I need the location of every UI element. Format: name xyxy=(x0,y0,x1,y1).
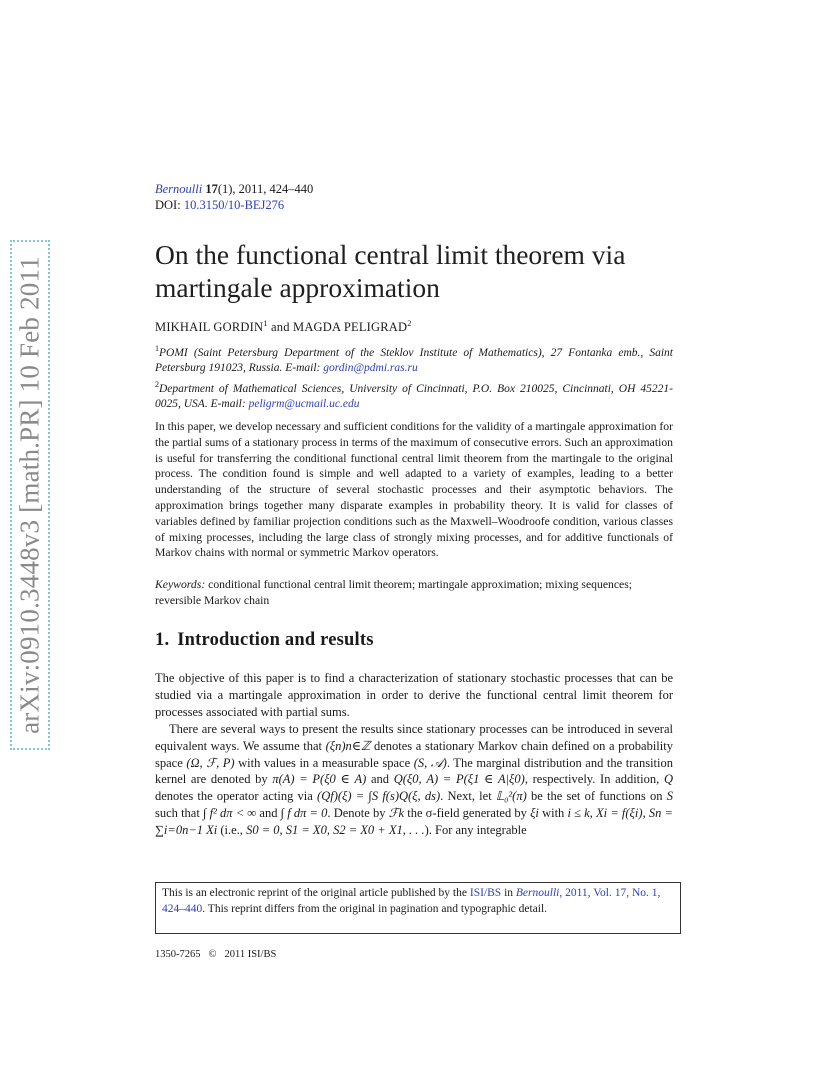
paragraph-text: denotes a stationary Markov chain defined on a probability space xyxy=(155,738,673,770)
reprint-notice xyxy=(155,882,681,934)
paragraph-text: with values in a measurable space xyxy=(234,755,414,770)
paragraph-text: ). For any integrable xyxy=(424,823,527,838)
paragraph-text: There are several ways to present the results since stationary processes can be introduced in several equivalent ways. We assume that xyxy=(155,721,673,753)
paragraph-text: and xyxy=(256,806,281,821)
paragraph-text: the σ-field generated by xyxy=(404,806,531,821)
affiliation-text: Department of Mathematical Sciences, University of Cincinnati, P.O. Box 210025, Cincinnati, OH 45221-0025, USA. E-mail: xyxy=(155,382,673,411)
math-expression: S xyxy=(666,789,673,804)
affiliation-entry xyxy=(155,377,673,413)
affiliation-entry xyxy=(155,341,673,377)
math-expression: ξi xyxy=(530,806,539,821)
paragraph-text: , xyxy=(642,806,649,821)
section-title: Introduction and results xyxy=(177,630,374,650)
journal-link[interactable]: Bernoulli xyxy=(515,887,560,899)
paragraph-text: denotes the operator acting via xyxy=(155,789,318,804)
publisher-link[interactable]: ISI/BS xyxy=(469,887,502,899)
paragraph-text: be the set of functions on xyxy=(526,789,667,804)
math-expression: ∫ f² dπ < ∞ xyxy=(203,806,257,821)
reprint-text: in xyxy=(501,887,516,899)
math-expression: (ξn)n∈ℤ xyxy=(325,738,371,753)
reprint-text: This is an electronic reprint of the original article published by the xyxy=(162,887,470,899)
email-link[interactable]: gordin@pdmi.ras.ru xyxy=(323,362,418,375)
math-expression: Xi = f(ξi) xyxy=(596,806,643,821)
affiliations xyxy=(155,341,673,413)
paragraph-text: . Next, let xyxy=(440,789,496,804)
copyright-icon: © xyxy=(208,949,217,960)
journal-volume: 17 xyxy=(205,182,218,196)
math-expression: ℱk xyxy=(388,806,405,821)
affiliation-text: POMI (Saint Petersburg Department of the Steklov Institute of Mathematics), 27 Fontanka emb., Saint Petersburg 191023, Russia. E-mail: xyxy=(155,346,673,375)
arxiv-identifier-stamp[interactable] xyxy=(10,240,50,750)
paragraph-text: , respectively. In addition, xyxy=(524,772,664,787)
abstract: In this paper, we develop necessary and sufficient conditions for the validity of a martingale approximation for the partial sums of a stationary process in terms of the maximum of consecutive errors. Such an approximation is useful for transferring the conditional functional central limit theorem from the martingale to the original process. The condition found is simple and well adapted to a variety of examples, leading to a better understanding of the structure of several stochastic processes and their asymptotic behaviors. The approximation brings together many disparate examples in probability theory. It is valid for classes of variables defined by familiar projection conditions such as the Maxwell–Woodroofe condition, various classes of mixing processes, including the large class of strongly mixing processes, and for additive functionals of Markov chains with normal or symmetric Markov operators. xyxy=(155,420,674,560)
author-conjunction: and xyxy=(271,320,290,335)
paragraph-text: with xyxy=(538,806,568,821)
journal-issue-pages: (1), 2011, 424–440 xyxy=(217,182,314,196)
paragraph-text: and xyxy=(366,772,394,787)
section-body xyxy=(155,670,673,839)
paragraph-text: such that xyxy=(155,806,204,821)
section-heading xyxy=(155,630,673,651)
affiliation-marker: 2 xyxy=(407,318,412,328)
math-expression: Q xyxy=(663,772,673,787)
math-expression: S0 = 0, S1 = X0, S2 = X0 + X1, . . . xyxy=(246,823,425,838)
paragraph-text: . The marginal distribution and the transition kernel are denoted by xyxy=(155,755,673,787)
body-paragraph: The objective of this paper is to find a characterization of stationary stochastic processes that can be studied via a martingale approximation in order to derive the functional central limit theorem for processes associated with partial sums. xyxy=(155,671,673,719)
affiliation-marker: 1 xyxy=(263,318,268,328)
keywords xyxy=(155,577,673,609)
keywords-label: Keywords: xyxy=(155,578,206,591)
copyright-holder: 2011 ISI/BS xyxy=(224,949,277,960)
citation-link[interactable]: , 2011, Vol. 17, No. 1, 424–440 xyxy=(162,887,661,915)
math-expression: (Qf)(ξ) = ∫S f(s)Q(ξ, ds) xyxy=(317,789,441,804)
paragraph-text: . Denote by xyxy=(327,806,389,821)
doi-label: DOI: xyxy=(155,198,181,212)
math-expression: Q(ξ0, A) = P(ξ1 ∈ A|ξ0) xyxy=(393,772,525,787)
math-expression: π(A) = P(ξ0 ∈ A) xyxy=(272,772,367,787)
doi-link[interactable]: 10.3150/10-BEJ276 xyxy=(183,198,285,212)
reprint-text: . This reprint differs from the original in pagination and typographic detail. xyxy=(202,902,548,915)
affiliation-marker: 2 xyxy=(155,379,159,389)
paragraph-text: , xyxy=(589,806,597,821)
issn: 1350-7265 xyxy=(155,949,201,960)
affiliation-marker: 1 xyxy=(155,344,159,353)
footer xyxy=(155,949,276,960)
paper-title: On the functional central limit theorem via martingale approximation xyxy=(155,239,626,303)
arxiv-identifier: arXiv:0910.3448v3 [math.PR] 10 Feb 2011 xyxy=(14,256,45,734)
paragraph-text: (i.e., xyxy=(217,823,247,838)
section-number: 1. xyxy=(155,630,170,650)
math-expression: (S, 𝒜) xyxy=(413,755,447,770)
math-expression: Sn = ∑i=0n−1 Xi xyxy=(155,806,673,838)
author-name: MAGDA PELIGRAD xyxy=(293,320,408,335)
journal-citation xyxy=(155,181,673,213)
math-expression: ∫ f dπ = 0 xyxy=(280,806,328,821)
body-paragraph xyxy=(155,721,673,839)
email-link[interactable]: peligrm@ucmail.uc.edu xyxy=(248,398,360,411)
author-name: MIKHAIL GORDIN xyxy=(155,320,264,335)
author-list xyxy=(155,318,673,335)
math-expression: 𝕃₀²(π) xyxy=(495,789,527,804)
keywords-text: conditional functional central limit theorem; martingale approximation; mixing sequences; reversible Markov chain xyxy=(155,578,633,607)
math-expression: (Ω, ℱ, P) xyxy=(186,755,235,770)
journal-link[interactable]: Bernoulli xyxy=(155,182,203,196)
math-expression: i ≤ k xyxy=(567,806,590,821)
